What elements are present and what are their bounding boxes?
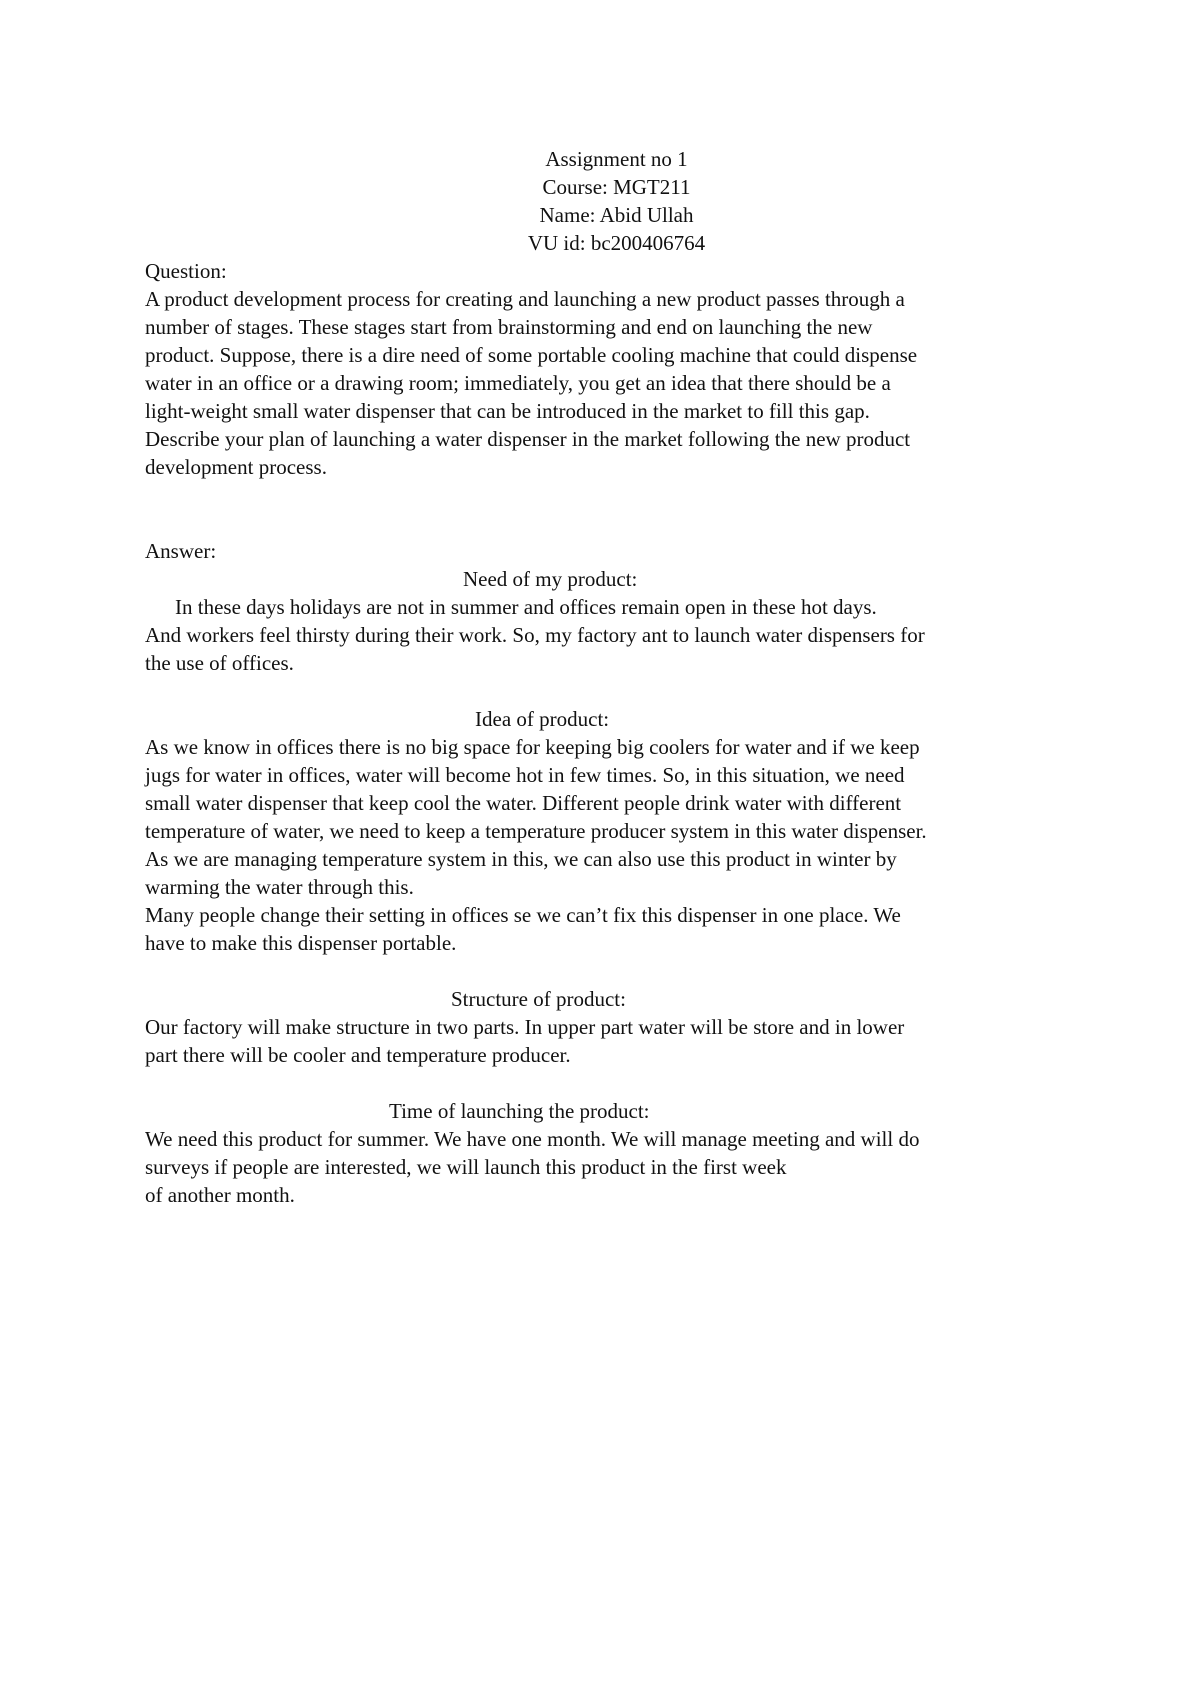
idea-section xyxy=(145,705,1070,957)
structure-line: Our factory will make structure in two parts. In upper part water will be store and in lower xyxy=(145,1015,905,1039)
idea-line: warming the water through this. xyxy=(145,875,414,899)
structure-heading: Structure of product: xyxy=(451,987,626,1011)
spacer xyxy=(145,677,1070,705)
need-line: And workers feel thirsty during their work. So, my factory ant to launch water dispensers for xyxy=(145,623,925,647)
idea-line: As we are managing temperature system in this, we can also use this product in winter by xyxy=(145,847,897,871)
need-line: the use of offices. xyxy=(145,651,294,675)
spacer xyxy=(145,957,1070,985)
idea-line: small water dispenser that keep cool the water. Different people drink water with different xyxy=(145,791,902,815)
course-line: Course: MGT211 xyxy=(542,175,691,199)
idea-line: jugs for water in offices, water will become hot in few times. So, in this situation, we need xyxy=(145,763,905,787)
time-line: We need this product for summer. We have one month. We will manage meeting and will do xyxy=(145,1127,920,1151)
idea-line: As we know in offices there is no big space for keeping big coolers for water and if we keep xyxy=(145,735,920,759)
time-line: of another month. xyxy=(145,1183,295,1207)
idea-line: have to make this dispenser portable. xyxy=(145,931,457,955)
document-body xyxy=(145,145,1070,1209)
time-section xyxy=(145,1097,1070,1209)
spacer xyxy=(145,481,1070,537)
need-heading: Need of my product: xyxy=(463,567,638,591)
time-line: surveys if people are interested, we will launch this product in the first week xyxy=(145,1155,787,1179)
question-line: light-weight small water dispenser that can be introduced in the market to fill this gap. xyxy=(145,399,870,423)
question-line: development process. xyxy=(145,455,327,479)
time-heading: Time of launching the product: xyxy=(389,1099,650,1123)
need-line: In these days holidays are not in summer and offices remain open in these hot days. xyxy=(175,595,877,619)
question-line: Describe your plan of launching a water dispenser in the market following the new product xyxy=(145,427,911,451)
answer-label: Answer: xyxy=(145,539,217,563)
idea-heading: Idea of product: xyxy=(475,707,610,731)
question-label: Question: xyxy=(145,259,227,283)
question-line: A product development process for creating and launching a new product passes through a xyxy=(145,287,905,311)
idea-line: Many people change their setting in offices se we can’t fix this dispenser in one place. We xyxy=(145,903,901,927)
idea-line: temperature of water, we need to keep a temperature producer system in this water dispenser. xyxy=(145,819,927,843)
question-line: water in an office or a drawing room; immediately, you get an idea that there should be a xyxy=(145,371,891,395)
need-section xyxy=(145,565,1070,677)
spacer xyxy=(145,1069,1070,1097)
question-line: product. Suppose, there is a dire need of some portable cooling machine that could dispense xyxy=(145,343,918,367)
assignment-title: Assignment no 1 xyxy=(545,147,688,171)
structure-line: part there will be cooler and temperature producer. xyxy=(145,1043,571,1067)
question-section xyxy=(145,257,1070,481)
vu-id: VU id: bc200406764 xyxy=(527,231,706,255)
question-line: number of stages. These stages start from brainstorming and end on launching the new xyxy=(145,315,873,339)
student-name: Name: Abid Ullah xyxy=(539,203,694,227)
answer-section xyxy=(145,537,1070,1209)
assignment-header xyxy=(145,145,1070,257)
structure-section xyxy=(145,985,1070,1069)
